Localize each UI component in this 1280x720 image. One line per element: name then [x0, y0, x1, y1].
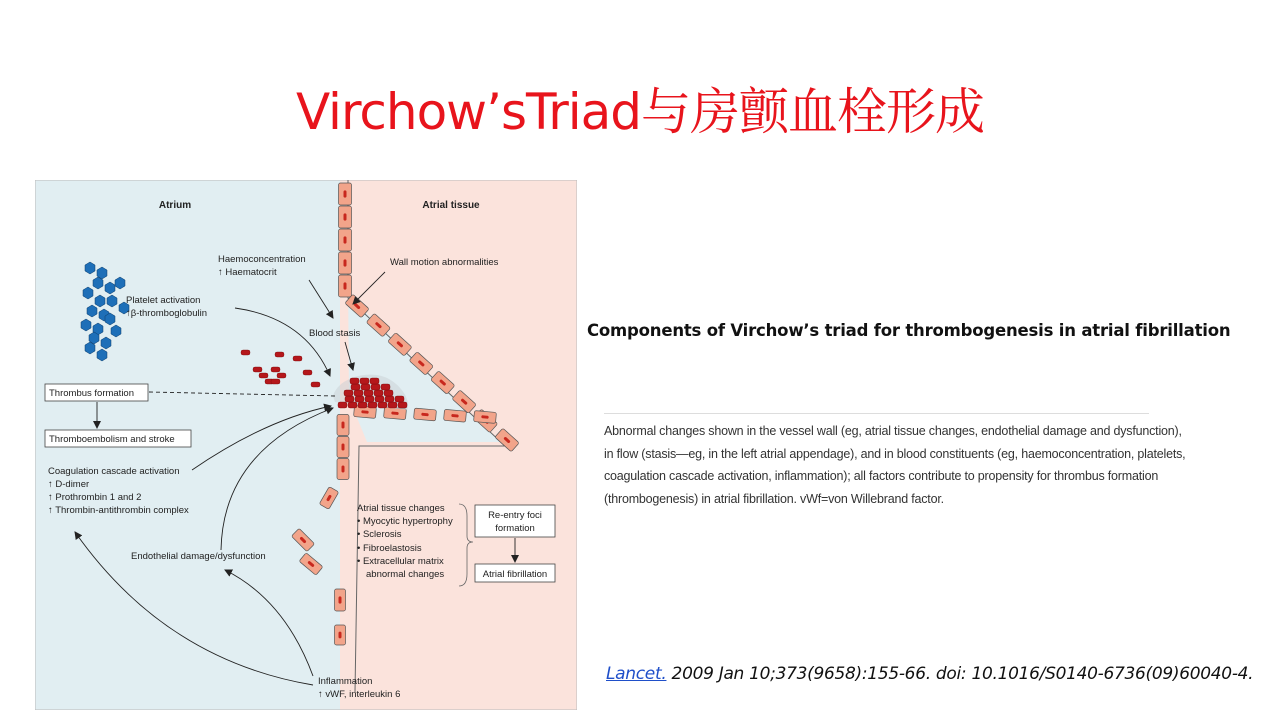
figure-legend [604, 413, 1186, 510]
tissue-label: Atrial tissue [422, 200, 480, 211]
caption-heading: Components of Virchow’s triad for thrombogenesis in atrial fibrillation [587, 321, 1231, 340]
reentry-label-2: formation [495, 523, 535, 534]
myocyte-cell [337, 415, 349, 436]
haemoconcentration-label: Haemoconcentration [218, 254, 306, 265]
myocyte-cell [337, 459, 349, 480]
myocyte-cell [339, 275, 352, 297]
thromboglobulin-label: ↑β-thromboglobulin [126, 308, 207, 319]
myocyte-cell [414, 408, 437, 421]
atrium-label: Atrium [158, 200, 192, 211]
vwf-label: ↑ vWF, interleukin 6 [318, 689, 401, 700]
virchow-triad-figure [35, 180, 577, 710]
d-dimer-label: ↑ D-dimer [48, 479, 90, 490]
myocyte-cell [335, 589, 346, 611]
citation-link[interactable]: Lancet. [606, 664, 667, 684]
myocyte-cell [339, 183, 352, 205]
myocyte-cell [474, 411, 497, 424]
legend-line: in flow (stasis—eg, in the left atrial appendage), and in blood constituents (eg, haemoconcentration, platelets, [604, 446, 1186, 461]
wall-motion-label: Wall motion abnormalities [390, 257, 499, 268]
tissue-changes-label: Atrial tissue changes [357, 503, 445, 514]
prothrombin-label: ↑ Prothrombin 1 and 2 [48, 492, 142, 503]
thromboembolism-label: Thromboembolism and stroke [49, 434, 175, 445]
myocyte-cell [339, 206, 352, 228]
legend-line: Abnormal changes shown in the vessel wall (eg, atrial tissue changes, endothelial damage and dysfunction), [604, 424, 1182, 438]
figure-svg [35, 180, 577, 710]
hypertrophy-label: • Myocytic hypertrophy [357, 516, 453, 527]
myocyte-cell [339, 252, 352, 274]
blood-stasis-label: Blood stasis [309, 328, 361, 339]
inflammation-label: Inflammation [318, 676, 373, 687]
ecm-label-2: abnormal changes [366, 569, 445, 580]
endothelial-label: Endothelial damage/dysfunction [131, 551, 266, 562]
citation [606, 664, 1253, 684]
legend-line: coagulation cascade activation, inflammation); all factors contribute to propensity for thrombus formation [604, 469, 1159, 483]
haematocrit-label: ↑ Haematocrit [218, 267, 277, 278]
coagulation-label: Coagulation cascade activation [48, 466, 180, 477]
myocyte-cell [337, 437, 349, 458]
citation-text: 2009 Jan 10;373(9658):155-66. doi: 10.1016/S0140-6736(09)60040-4. [666, 664, 1254, 684]
platelet-activation-label: Platelet activation [126, 295, 201, 306]
reentry-label-1: Re-entry foci [488, 510, 542, 521]
thrombin-complex-label: ↑ Thrombin-antithrombin complex [48, 505, 189, 516]
thrombus-formation-label: Thrombus formation [49, 388, 135, 399]
atrial-fib-label: Atrial fibrillation [482, 569, 548, 580]
fibroelastosis-label: • Fibroelastosis [357, 543, 422, 554]
ecm-label: • Extracellular matrix [357, 556, 444, 567]
legend-line: (thrombogenesis) in atrial fibrillation. vWf=von Willebrand factor. [604, 491, 944, 506]
myocyte-cell [339, 229, 352, 251]
slide-title: Virchow’sTriad与房颤血栓形成 [295, 83, 985, 141]
sclerosis-label: • Sclerosis [357, 529, 402, 540]
myocyte-cell [444, 409, 467, 422]
myocyte-cell [335, 625, 346, 645]
